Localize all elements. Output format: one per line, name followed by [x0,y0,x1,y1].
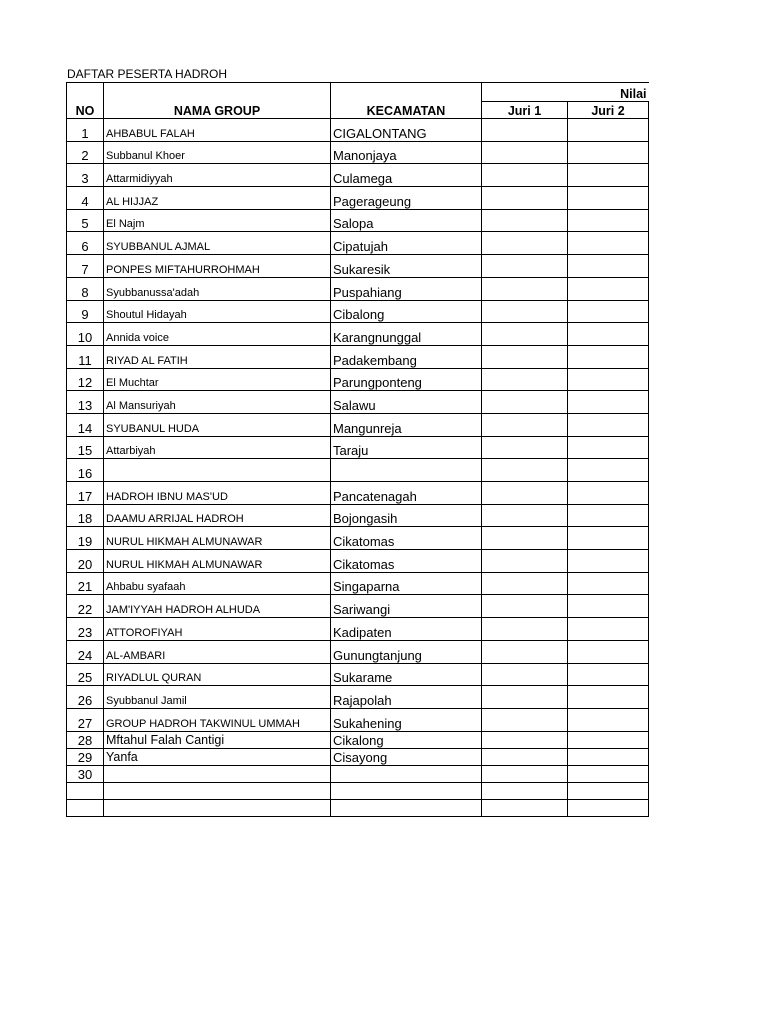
table-row [67,482,649,505]
cell-juri-1[interactable] [482,413,568,436]
header-row-1 [67,83,649,102]
header-no: NO [67,83,104,119]
cell-juri-2[interactable] [568,300,649,323]
cell-no[interactable]: 13 [67,391,104,414]
cell-kecamatan[interactable]: Pancatenagah [331,482,482,505]
cell-juri-2[interactable] [568,255,649,278]
table-row [67,459,649,482]
cell-kecamatan[interactable]: Gunungtanjung [331,640,482,663]
cell-nama-group[interactable]: GROUP HADROH TAKWINUL UMMAH [104,708,331,731]
cell-nama-group[interactable]: AHBABUL FALAH [104,119,331,142]
cell-juri-1[interactable] [482,527,568,550]
cell-juri-1[interactable] [482,459,568,482]
cell-juri-1[interactable] [482,345,568,368]
table-row [67,504,649,527]
cell-juri-1[interactable] [482,765,568,782]
table-row [67,640,649,663]
cell-juri-2[interactable] [568,572,649,595]
cell-juri-1[interactable] [482,119,568,142]
table-row [67,436,649,459]
cell-juri-1[interactable] [482,595,568,618]
cell-juri-1[interactable] [482,748,568,765]
table-row [67,527,649,550]
cell-juri-1[interactable] [482,731,568,748]
cell-nama-group[interactable]: RIYAD AL FATIH [104,345,331,368]
cell-no[interactable]: 24 [67,640,104,663]
cell-juri-1[interactable] [482,550,568,573]
cell-juri-1[interactable] [482,572,568,595]
table-row [67,663,649,686]
cell-nama-group[interactable]: Annida voice [104,323,331,346]
cell-juri-1[interactable] [482,368,568,391]
table-row [67,323,649,346]
cell-juri-1[interactable] [482,686,568,709]
cell-juri-2[interactable] [568,708,649,731]
table-row [67,799,649,816]
table-row [67,686,649,709]
cell-juri-2[interactable] [568,187,649,210]
cell-no[interactable]: 6 [67,232,104,255]
cell-juri-1[interactable] [482,255,568,278]
cell-nama-group[interactable]: Ahbabu syafaah [104,572,331,595]
cell-juri-2[interactable] [568,748,649,765]
cell-no[interactable]: 10 [67,323,104,346]
table-row [67,413,649,436]
cell-kecamatan[interactable]: Salawu [331,391,482,414]
cell-juri-1[interactable] [482,640,568,663]
cell-kecamatan[interactable]: Cikatomas [331,527,482,550]
cell-juri-1[interactable] [482,799,568,816]
cell-no[interactable]: 25 [67,663,104,686]
cell-kecamatan[interactable] [331,799,482,816]
cell-nama-group[interactable]: Subbanul Khoer [104,141,331,164]
cell-nama-group[interactable]: Attarbiyah [104,436,331,459]
header-kecamatan: KECAMATAN [331,83,482,119]
cell-juri-1[interactable] [482,618,568,641]
cell-nama-group[interactable]: SYUBBANUL AJMAL [104,232,331,255]
cell-juri-2[interactable] [568,436,649,459]
cell-kecamatan[interactable]: Salopa [331,209,482,232]
cell-kecamatan[interactable]: Taraju [331,436,482,459]
header-juri-2: Juri 2 [568,102,649,119]
cell-nama-group[interactable] [104,799,331,816]
cell-juri-2[interactable] [568,459,649,482]
cell-kecamatan[interactable]: Pagerageung [331,187,482,210]
cell-no[interactable]: 23 [67,618,104,641]
cell-nama-group[interactable]: Shoutul Hidayah [104,300,331,323]
table-row [67,141,649,164]
cell-no[interactable]: 12 [67,368,104,391]
cell-kecamatan[interactable]: Bojongasih [331,504,482,527]
table-row [67,187,649,210]
cell-juri-1[interactable] [482,436,568,459]
cell-kecamatan[interactable] [331,459,482,482]
cell-nama-group[interactable]: Yanfa [104,748,331,765]
table-row [67,782,649,799]
cell-kecamatan[interactable]: Singaparna [331,572,482,595]
cell-nama-group[interactable]: AL HIJJAZ [104,187,331,210]
table-row [67,731,649,748]
cell-juri-2[interactable] [568,686,649,709]
cell-nama-group[interactable]: Attarmidiyyah [104,164,331,187]
table-row [67,368,649,391]
cell-no[interactable]: 30 [67,765,104,782]
cell-nama-group[interactable]: NURUL HIKMAH ALMUNAWAR [104,550,331,573]
cell-nama-group[interactable]: El Muchtar [104,368,331,391]
cell-kecamatan[interactable] [331,782,482,799]
cell-juri-1[interactable] [482,782,568,799]
cell-juri-2[interactable] [568,141,649,164]
cell-juri-2[interactable] [568,209,649,232]
cell-kecamatan[interactable]: Padakembang [331,345,482,368]
cell-kecamatan[interactable]: Cikatomas [331,550,482,573]
cell-juri-2[interactable] [568,618,649,641]
cell-juri-1[interactable] [482,232,568,255]
cell-kecamatan[interactable]: Sukaresik [331,255,482,278]
cell-nama-group[interactable]: Syubbanussa'adah [104,277,331,300]
cell-no[interactable]: 28 [67,731,104,748]
table-row [67,748,649,765]
table-row [67,550,649,573]
cell-juri-2[interactable] [568,765,649,782]
cell-juri-1[interactable] [482,209,568,232]
header-nilai: Nilai [482,83,649,102]
cell-kecamatan[interactable]: Karangnunggal [331,323,482,346]
cell-no[interactable]: 19 [67,527,104,550]
cell-juri-2[interactable] [568,232,649,255]
header-juri-1: Juri 1 [482,102,568,119]
cell-kecamatan[interactable]: Manonjaya [331,141,482,164]
cell-nama-group[interactable]: PONPES MIFTAHURROHMAH [104,255,331,278]
cell-juri-1[interactable] [482,141,568,164]
table-row [67,300,649,323]
table-row [67,618,649,641]
cell-juri-1[interactable] [482,708,568,731]
cell-juri-1[interactable] [482,323,568,346]
cell-no[interactable]: 14 [67,413,104,436]
cell-no[interactable]: 18 [67,504,104,527]
cell-no[interactable]: 11 [67,345,104,368]
cell-no[interactable]: 4 [67,187,104,210]
table-row [67,765,649,782]
cell-no[interactable]: 21 [67,572,104,595]
cell-kecamatan[interactable]: Sukarame [331,663,482,686]
table-row [67,572,649,595]
cell-no[interactable]: 27 [67,708,104,731]
cell-kecamatan[interactable]: Rajapolah [331,686,482,709]
cell-kecamatan[interactable]: Cibalong [331,300,482,323]
cell-nama-group[interactable]: NURUL HIKMAH ALMUNAWAR [104,527,331,550]
cell-juri-1[interactable] [482,277,568,300]
cell-no[interactable]: 29 [67,748,104,765]
cell-juri-2[interactable] [568,782,649,799]
cell-juri-2[interactable] [568,119,649,142]
cell-juri-1[interactable] [482,300,568,323]
cell-juri-2[interactable] [568,323,649,346]
cell-nama-group[interactable]: HADROH IBNU MAS'UD [104,482,331,505]
cell-kecamatan[interactable]: Mangunreja [331,413,482,436]
cell-no[interactable] [67,799,104,816]
cell-juri-1[interactable] [482,482,568,505]
table-row [67,164,649,187]
cell-juri-2[interactable] [568,550,649,573]
cell-kecamatan[interactable]: Cisayong [331,748,482,765]
cell-kecamatan[interactable]: Culamega [331,164,482,187]
table-row [67,232,649,255]
cell-juri-2[interactable] [568,504,649,527]
table-row [67,255,649,278]
cell-nama-group[interactable] [104,459,331,482]
cell-juri-1[interactable] [482,391,568,414]
cell-kecamatan[interactable]: Sukahening [331,708,482,731]
cell-nama-group[interactable]: RIYADLUL QURAN [104,663,331,686]
cell-no[interactable]: 5 [67,209,104,232]
table-row [67,277,649,300]
cell-juri-2[interactable] [568,345,649,368]
cell-juri-1[interactable] [482,663,568,686]
cell-juri-2[interactable] [568,391,649,414]
cell-nama-group[interactable]: Syubbanul Jamil [104,686,331,709]
cell-juri-2[interactable] [568,277,649,300]
cell-no[interactable]: 22 [67,595,104,618]
cell-kecamatan[interactable]: Parungponteng [331,368,482,391]
cell-juri-2[interactable] [568,640,649,663]
cell-kecamatan[interactable]: Sariwangi [331,595,482,618]
table-row [67,345,649,368]
cell-no[interactable]: 2 [67,141,104,164]
table-row [67,209,649,232]
cell-juri-2[interactable] [568,482,649,505]
cell-no[interactable]: 17 [67,482,104,505]
cell-kecamatan[interactable]: Kadipaten [331,618,482,641]
participant-table [66,82,649,817]
cell-no[interactable]: 9 [67,300,104,323]
cell-no[interactable]: 26 [67,686,104,709]
cell-nama-group[interactable] [104,765,331,782]
cell-nama-group[interactable]: JAM'IYYAH HADROH ALHUDA [104,595,331,618]
cell-nama-group[interactable]: AL-AMBARI [104,640,331,663]
cell-juri-2[interactable] [568,663,649,686]
sheet-title: DAFTAR PESERTA HADROH [67,67,228,81]
cell-nama-group[interactable]: SYUBANUL HUDA [104,413,331,436]
cell-no[interactable]: 1 [67,119,104,142]
cell-no[interactable]: 8 [67,277,104,300]
cell-juri-2[interactable] [568,164,649,187]
cell-no[interactable]: 20 [67,550,104,573]
cell-kecamatan[interactable]: Cipatujah [331,232,482,255]
cell-nama-group[interactable] [104,782,331,799]
cell-kecamatan[interactable]: Puspahiang [331,277,482,300]
cell-juri-2[interactable] [568,527,649,550]
table-row [67,708,649,731]
cell-nama-group[interactable]: Al Mansuriyah [104,391,331,414]
cell-kecamatan[interactable]: CIGALONTANG [331,119,482,142]
cell-nama-group[interactable]: DAAMU ARRIJAL HADROH [104,504,331,527]
cell-no[interactable]: 3 [67,164,104,187]
cell-kecamatan[interactable] [331,765,482,782]
cell-juri-1[interactable] [482,504,568,527]
cell-juri-1[interactable] [482,187,568,210]
table-row [67,391,649,414]
table-row [67,595,649,618]
cell-nama-group[interactable]: ATTOROFIYAH [104,618,331,641]
cell-juri-2[interactable] [568,799,649,816]
cell-no[interactable]: 16 [67,459,104,482]
cell-juri-2[interactable] [568,595,649,618]
cell-nama-group[interactable]: El Najm [104,209,331,232]
cell-no[interactable] [67,782,104,799]
cell-juri-2[interactable] [568,413,649,436]
table-row [67,119,649,142]
cell-kecamatan[interactable]: Cikalong [331,731,482,748]
cell-no[interactable]: 15 [67,436,104,459]
cell-juri-2[interactable] [568,731,649,748]
cell-juri-2[interactable] [568,368,649,391]
cell-no[interactable]: 7 [67,255,104,278]
header-nama-group: NAMA GROUP [104,83,331,119]
cell-nama-group[interactable]: Mftahul Falah Cantigi [104,731,331,748]
cell-juri-1[interactable] [482,164,568,187]
